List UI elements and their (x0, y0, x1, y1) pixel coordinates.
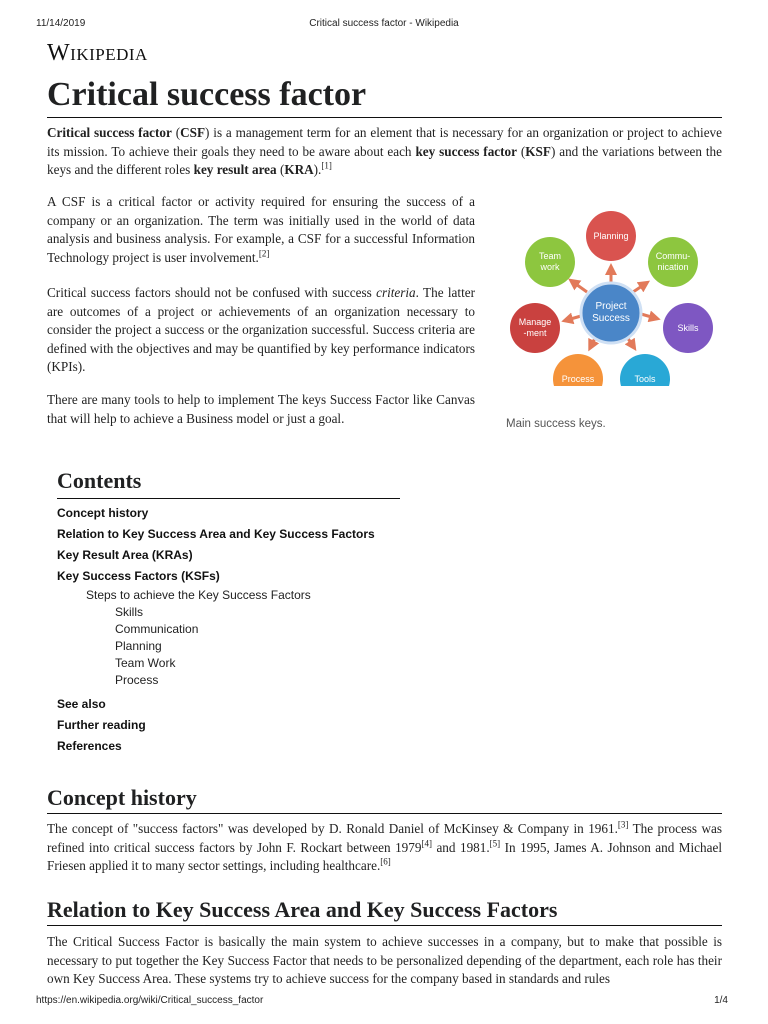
toc-item-skills[interactable]: Skills (115, 605, 144, 619)
citation-ref[interactable]: [5] (489, 838, 501, 849)
lead-text: ( (171, 125, 181, 140)
node-tools[interactable] (620, 354, 670, 386)
citation-ref[interactable]: [1] (321, 160, 332, 171)
node-communication-label-2: nication (657, 262, 689, 272)
paragraph-text: . The latter are outcomes of a project or achievements of an organization necessary to consider the project a success or the organization successful. Success criteria are defined with the objectives and may be quantified by key performance indicators (KPIs). (47, 285, 475, 374)
node-planning-label: Planning (593, 231, 629, 241)
node-communication-label-1: Commu- (655, 251, 691, 261)
citation-ref[interactable]: [4] (421, 838, 432, 849)
node-teamwork[interactable] (525, 237, 575, 287)
center-label-1: Project (595, 301, 627, 312)
table-of-contents (57, 466, 400, 757)
heading-relation: Relation to Key Success Area and Key Success Factors (47, 896, 722, 926)
arrow-to-management (567, 316, 581, 320)
node-teamwork-label-1: Team (538, 251, 562, 261)
citation-ref[interactable]: [6] (380, 856, 391, 867)
paragraph-text: Critical success factors should not be confused with success (47, 285, 377, 300)
term-criteria: criteria (376, 285, 416, 300)
paragraph-concept-history (47, 820, 722, 876)
lead-text: ) is a management term for an element that is necessary for an organization or project to achieve its mission. To achieve their goals they need to be aware about each (47, 125, 722, 159)
center-label-2: Success (592, 313, 630, 324)
link-key-result-area[interactable]: key result area (193, 162, 277, 177)
node-teamwork-label-2: work (540, 262, 560, 272)
paragraph-tools: There are many tools to help to implement The keys Success Factor like Canvas that will help to achieve a Business model or just a goal. (47, 392, 475, 426)
toc-item-kras[interactable]: Key Result Area (KRAs) (57, 548, 193, 562)
node-planning[interactable] (586, 211, 636, 261)
toc-item-relation[interactable]: Relation to Key Success Area and Key Success Factors (57, 527, 375, 541)
lead-text: ). (313, 162, 322, 177)
toc-item-see-also[interactable]: See also (57, 697, 106, 711)
toc-title: Contents (57, 466, 400, 499)
link-key-success-factor[interactable]: key success factor (415, 143, 517, 159)
toc-item-concept-history[interactable]: Concept history (57, 506, 149, 520)
node-tools-label: Tools (634, 374, 656, 384)
citation-ref[interactable]: [3] (617, 819, 629, 830)
wikipedia-logo[interactable]: Wikipedia (47, 40, 148, 66)
print-url: https://en.wikipedia.org/wiki/Critical_success_factor (36, 995, 264, 1006)
print-page-number: 1/4 (714, 995, 728, 1006)
lead-text: ( (516, 143, 526, 159)
toc-item-further-reading[interactable]: Further reading (57, 718, 146, 732)
lead-text: ) and the variations between the keys and the different roles (47, 143, 723, 177)
toc-item-references[interactable]: References (57, 739, 122, 753)
paragraph-relation: The Critical Success Factor is basically the main system to achieve successes in a company, but to make that possible is necessary to put together the Key Success Factor that needs to be personalized depending of the department, each role has their own Key Success Area. These systems try to achieve success for the company based in standards and rules (47, 934, 722, 986)
print-page-title: Critical success factor - Wikipedia (309, 18, 459, 29)
toc-item-steps[interactable]: Steps to achieve the Key Success Factors (86, 588, 311, 602)
success-keys-diagram[interactable] (505, 206, 725, 386)
arrow-to-skills (641, 314, 655, 318)
node-management[interactable] (510, 303, 560, 353)
toc-item-planning[interactable]: Planning (115, 639, 162, 653)
paragraph-success-criteria (47, 284, 475, 377)
node-skills[interactable] (663, 303, 713, 353)
paragraph-text: In 1995, James A. Johnson and Michael Friesen applied it to many sector settings, including healthcare. (47, 839, 722, 873)
node-process-label: Process (561, 374, 595, 384)
toc-item-ksfs[interactable]: Key Success Factors (KSFs) (57, 569, 220, 583)
paragraph-text: A CSF is a critical factor or activity required for ensuring the success of a company or an organization. The term was initially used in the world of data analysis and business analysis. For example, a CSF for a successful Information Technology project is user involvement. (47, 194, 475, 265)
paragraph-csf-definition (47, 193, 475, 267)
arrow-to-teamwork (573, 282, 587, 292)
print-date: 11/14/2019 (36, 18, 86, 29)
abbr-csf: CSF (180, 125, 206, 140)
toc-item-team-work[interactable]: Team Work (115, 656, 176, 670)
paragraph-text: The concept of "success factors" was developed by D. Ronald Daniel of McKinsey & Company in 1961. (47, 821, 618, 836)
paragraph-text: and 1981. (431, 839, 490, 855)
node-project-success[interactable] (581, 283, 641, 343)
node-communication[interactable] (648, 237, 698, 287)
abbr-kra: KRA (284, 162, 314, 177)
page-title: Critical success factor (47, 75, 722, 118)
node-management-label-1: Manage (518, 317, 552, 327)
figure-caption: Main success keys. (506, 418, 606, 430)
node-skills-label: Skills (677, 323, 699, 333)
lead-paragraph (47, 124, 722, 180)
heading-concept-history: Concept history (47, 784, 722, 814)
term-csf: Critical success factor (47, 125, 172, 140)
lead-text: ( (276, 162, 285, 177)
arrow-to-communication (633, 284, 645, 292)
toc-item-communication[interactable]: Communication (115, 622, 199, 636)
citation-ref[interactable]: [2] (258, 248, 270, 259)
node-management-label-2: -ment (523, 328, 547, 338)
toc-item-process[interactable]: Process (115, 673, 159, 687)
node-process[interactable] (553, 354, 603, 386)
abbr-ksf: KSF (525, 143, 551, 159)
paragraph-text: The process was refined into critical success factors by John F. Rockart between 1979 (47, 821, 722, 855)
